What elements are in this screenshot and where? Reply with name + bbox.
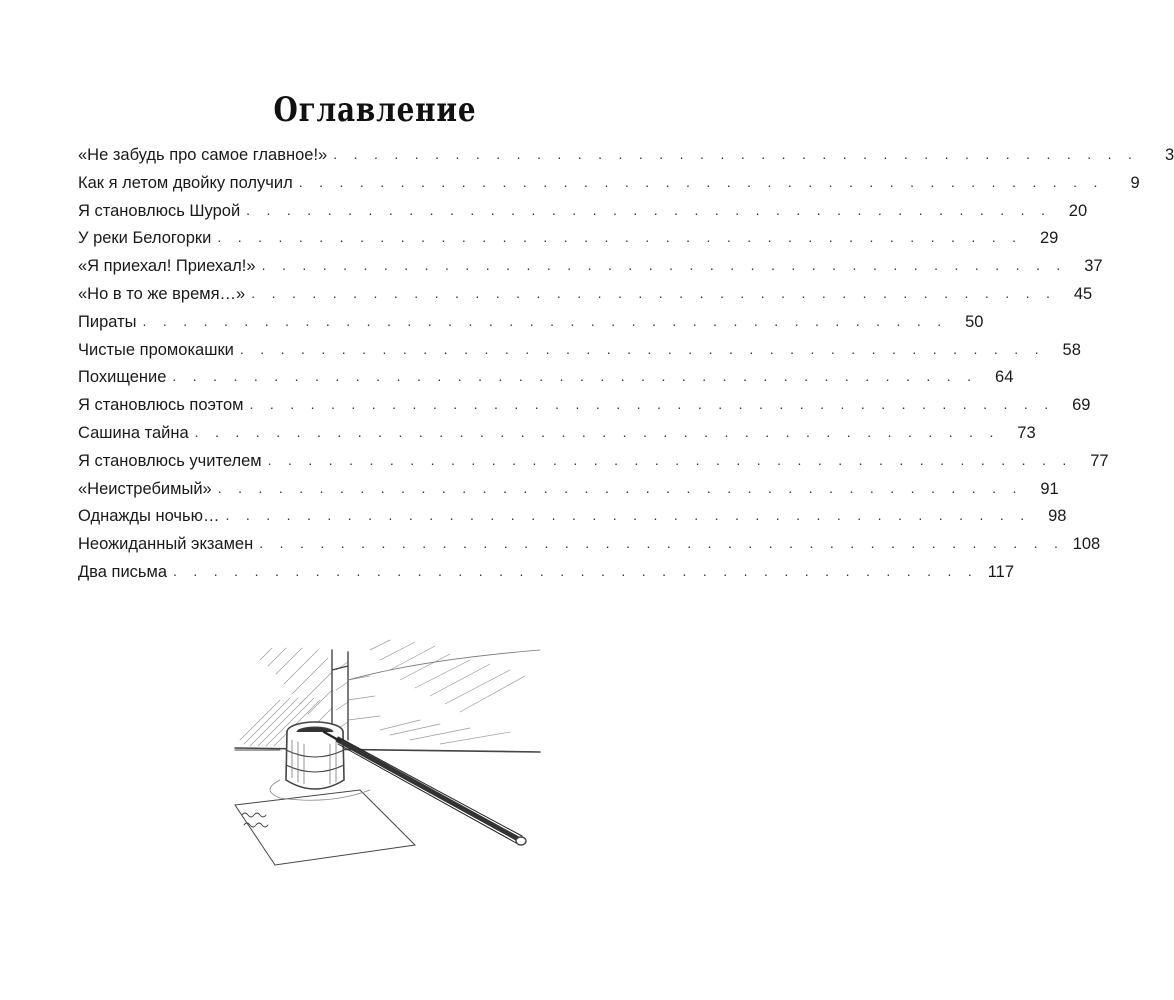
dot-leader: . . . . . . . . . . . . . . . . . . . . . . . . . . . . . . . . . . . . . . . . [249, 396, 1055, 413]
toc-entry [78, 173, 1140, 202]
toc-entry-page: 45 [1073, 284, 1093, 303]
dot-leader: . . . . . . . . . . . . . . . . . . . . . . . . . . . . . . . . . . . . . . . . [194, 423, 1000, 440]
toc-entry [78, 340, 1081, 369]
toc-entry [78, 396, 1091, 424]
dot-leader: . . . . . . . . . . . . . . . . . . . . . . . . . . . . . . . . . . . . . . . . [333, 146, 1139, 162]
toc-entry-title: Чистые промокашки [78, 340, 234, 359]
toc-entry-page: 64 [995, 368, 1014, 387]
toc-entry [78, 479, 1059, 508]
toc-entry-title: Как я летом двойку получил [78, 173, 293, 192]
toc-entry [78, 368, 1014, 396]
toc-entry [78, 451, 1109, 480]
dot-leader: . . . . . . . . . . . . . . . . . . . . . . . . . . . . . . . . . . . . . . . . [267, 451, 1073, 468]
toc-entry-title: Я становлюсь поэтом [78, 396, 244, 415]
toc-entry-page: 98 [1048, 507, 1067, 526]
toc-entry [78, 535, 1101, 563]
dot-leader: . . . . . . . . . . . . . . . . . . . . . . . . . . . . . . . . . . . . . . . . [239, 340, 1045, 357]
toc-entry-title: «Но в то же время…» [78, 284, 246, 303]
toc-entry-page: 50 [965, 312, 984, 331]
toc-entry-title: Неожиданный экзамен [78, 535, 254, 554]
toc-entry-page: 9 [1130, 173, 1140, 192]
dot-leader: . . . . . . . . . . . . . . . . . . . . . . . . . . . . . . . . . . . . . . . . [142, 312, 948, 329]
toc-entry-title: Похищение [78, 368, 167, 387]
toc-entry-page: 73 [1017, 423, 1036, 442]
dot-leader: . . . . . . . . . . . . . . . . . . . . . . . . . . . . . . . . . . . . . . . . [246, 201, 1052, 218]
page-title: Оглавление [273, 90, 477, 130]
toc-entry-page: 108 [1072, 535, 1101, 554]
toc-entry [78, 284, 1093, 313]
dot-leader: . . . . . . . . . . . . . . . . . . . . . . . . . . . . . . . . . . . . . . . . [225, 507, 1031, 524]
toc-entry-title: Сашина тайна [78, 423, 189, 442]
toc-entry-page: 58 [1062, 340, 1081, 359]
toc-entry-title: Пираты [78, 312, 137, 331]
toc-entry-page: 20 [1068, 201, 1088, 220]
dot-leader: . . . . . . . . . . . . . . . . . . . . . . . . . . . . . . . . . . . . . . . . [259, 535, 1065, 552]
toc-entry-page: 77 [1090, 451, 1109, 470]
toc-entry-page: 3 [1165, 146, 1174, 164]
toc-entry-page: 69 [1072, 396, 1091, 415]
toc-entry-title: «Неистребимый» [78, 479, 212, 498]
toc-entry-title: «Я приехал! Приехал!» [78, 257, 256, 276]
dot-leader: . . . . . . . . . . . . . . . . . . . . . . . . . . . . . . . . . . . . . . . . [173, 562, 979, 579]
dot-leader: . . . . . . . . . . . . . . . . . . . . . . . . . . . . . . . . . . . . . . . . [172, 368, 978, 385]
dot-leader: . . . . . . . . . . . . . . . . . . . . . . . . . . . . . . . . . . . . . . . . [261, 257, 1067, 274]
toc-entry [78, 423, 1036, 452]
toc-entry [78, 507, 1067, 535]
inkwell-and-pen-sketch-icon [220, 640, 550, 890]
toc-entry-title: «Не забудь про самое главное!» [78, 146, 328, 164]
toc-entry-page: 37 [1084, 257, 1103, 276]
toc-entry-page: 91 [1040, 479, 1059, 498]
toc-entry-title: Я становлюсь учителем [78, 451, 262, 470]
dot-leader: . . . . . . . . . . . . . . . . . . . . . . . . . . . . . . . . . . . . . . . . [217, 479, 1023, 496]
toc-entry [78, 312, 984, 341]
table-of-contents [78, 146, 1174, 591]
toc-entry [78, 201, 1088, 230]
toc-entry [78, 562, 1015, 591]
toc-entry-title: Однажды ночью… [78, 507, 220, 526]
toc-entry-title: Я становлюсь Шурой [78, 201, 241, 220]
toc-entry-page: 29 [1039, 229, 1059, 248]
toc-entry-page: 117 [987, 562, 1015, 581]
dot-leader: . . . . . . . . . . . . . . . . . . . . . . . . . . . . . . . . . . . . . . . . [217, 229, 1023, 246]
dot-leader: . . . . . . . . . . . . . . . . . . . . . . . . . . . . . . . . . . . . . . . . [251, 284, 1057, 301]
dot-leader: . . . . . . . . . . . . . . . . . . . . . . . . . . . . . . . . . . . . . . . . [298, 173, 1104, 190]
toc-entry-title: У реки Белогорки [78, 229, 212, 248]
toc-entry-title: Два письма [78, 562, 168, 581]
toc-entry [78, 146, 1174, 174]
toc-entry [78, 229, 1059, 257]
toc-entry [78, 257, 1103, 285]
